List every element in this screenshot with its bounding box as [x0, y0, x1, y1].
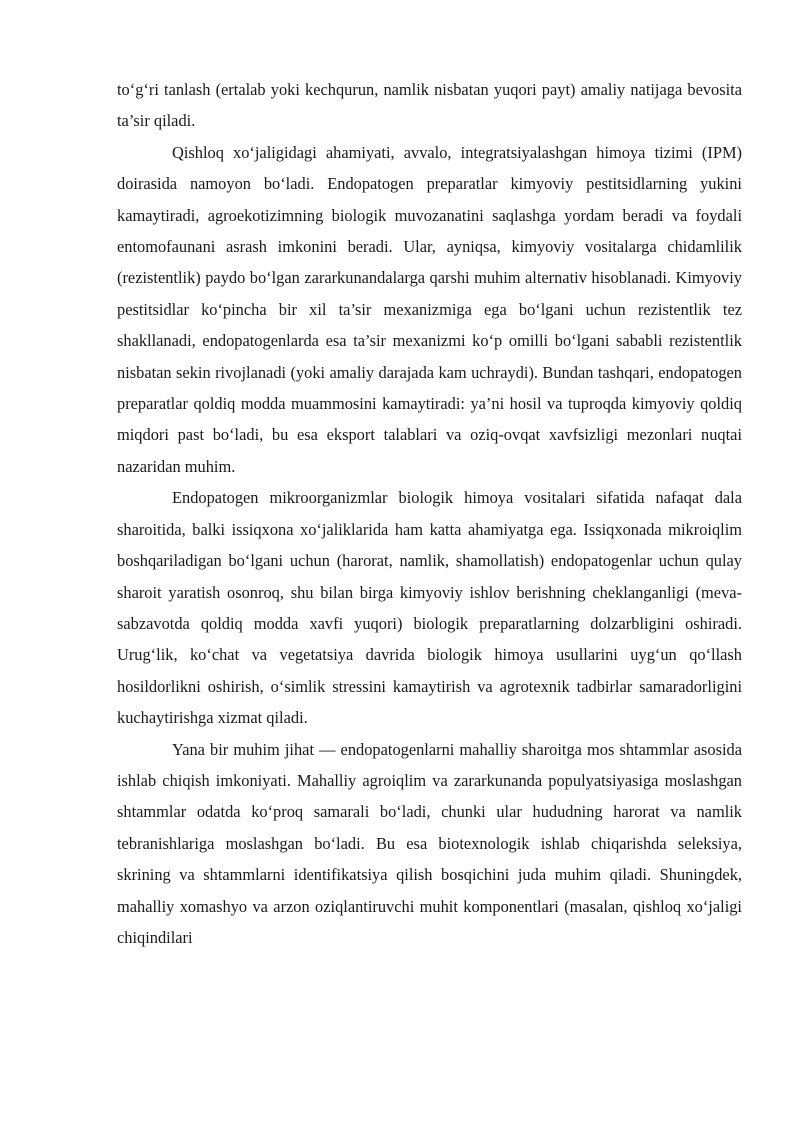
paragraph-greenhouse: Endopatogen mikroorganizmlar biologik himoya vositalari sifatida nafaqat dala sharoitida, balki issiqxona xo‘jaliklarida ham katta ahamiyatga ega. Issiqxonada mikroiqlim boshqariladigan bo‘lgani uchun (harorat, namlik, shamollatish) endopatogenlar uchun qulay sharoit yaratish osonroq, shu bilan birga kimyoviy ishlov berishning cheklanganligi (meva-sabzavotda qoldiq modda xavfi yuqori) biologik preparatlarning dolzarbligini oshiradi. Urug‘lik, ko‘chat va vegetatsiya davrida biologik himoya usullarini uyg‘un qo‘llash hosildorlikni oshirish, o‘simlik stressini kamaytirish va agrotexnik tadbirlar samaradorligini kuchaytirishga xizmat qiladi. [117, 488, 742, 728]
paragraph-local-strains: Yana bir muhim jihat — endopatogenlarni mahalliy sharoitga mos shtammlar asosida ishlab chiqish imkoniyati. Mahalliy agroiqlim va zararkunanda populyatsiyasiga moslashgan shtammlar odatda ko‘proq samarali bo‘ladi, chunki ular hududning harorat va namlik tebranishlariga moslashgan bo‘ladi. Bu esa biotexnologik ishlab chiqarishda seleksiya, skrining va shtammlarni identifikatsiya qilish bosqichini juda muhim qiladi. Shuningdek, mahalliy xomashyo va arzon oziqlantiruvchi muhit komponentlari (masalan, qishloq xo‘jaligi chiqindilari [117, 739, 742, 947]
paragraph-continuation: to‘g‘ri tanlash (ertalab yoki kechqurun, namlik nisbatan yuqori payt) amaliy natijaga bevosita ta’sir qiladi. [117, 80, 742, 131]
paragraph-ipm: Qishloq xo‘jaligidagi ahamiyati, avvalo, integratsiyalashgan himoya tizimi (IPM) doirasida namoyon bo‘ladi. Endopatogen preparatlar kimyoviy pestitsidlarning yukini kamaytiradi, agroekotizimning biologik muvozanatini saqlashga yordam beradi va foydali entomofaunani asrash imkonini beradi. Ular, ayniqsa, kimyoviy vositalarga chidamlilik (rezistentlik) paydo bo‘lgan zararkunandalarga qarshi muhim alternativ hisoblanadi. Kimyoviy pestitsidlar ko‘pincha bir xil ta’sir mexanizmiga ega bo‘lgani uchun rezistentlik tez shakllanadi, endopatogenlarda esa ta’sir mexanizmi ko‘p omilli bo‘lgani sababli rezistentlik nisbatan sekin rivojlanadi (yoki amaliy darajada kam uchraydi). Bundan tashqari, endopatogen preparatlar qoldiq modda muammosini kamaytiradi: ya’ni hosil va tuproqda kimyoviy qoldiq miqdori past bo‘ladi, bu esa eksport talablari va oziq-ovqat xavfsizligi mezonlari nuqtai nazaridan muhim. [117, 142, 742, 476]
body-text [117, 74, 742, 953]
